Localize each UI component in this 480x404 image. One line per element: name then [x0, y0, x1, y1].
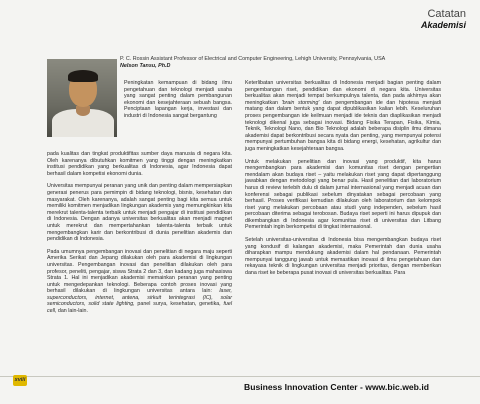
- body-paragraph-2: Universitas mempunyai peranan yang unik dan penting dalam mempersiapkan generasi penerus para pemimpin di bidang teknologi, bisnis, kesehatan dan masyarakat. Oleh karenanya, adalah sangat penting bagi kita semua untuk memiliki komitmen menjadikan lingkungan akademis yang memungkinkan kita merekrut talenta-talenta terbaik untuk menjadi pengajar di institusi pendidikan di Indonesia. Dengan adanya universitas berkualitas akan menjadi magnet untuk merekrut dan mempertahankan talenta-talenta terbaik untuk mengembangkan karir dan berkontribusi di dunia penelitian akademis dan pendidikan di Indonesia.: [47, 183, 232, 243]
- section-title: Catatan: [427, 8, 466, 20]
- left-column-body: [47, 151, 232, 321]
- rp1-text-b: dan pengembangan ide dan hipotesa menjadi matang dan dalam bentuk yang dapat dipublikasikan kalian lebih. Keseluruhan proses pengembangan ide keilmuan menjadi ide teknis dan diaplikasikan menjadi teknologi dikenal juga sebagai inovasi. Bidang Fisika Terapan, Fisika, Kimia, Teknik, Teknologi Nano, dan Bio Teknologi adalah beberapa disiplin ilmu dimana akademisi dapat berkontribusi secara nyata dan penting, yang mempunyai potensi mempunyai pertumbuhan bangsa kita di bidang energi, kesehatan, agrikultur dan juga meningkatkan kesejahteraan bangsa.: [245, 99, 442, 152]
- right-paragraph-2: Untuk melakukan penelitian dan inovasi yang produktif, kita harus mengembangkan para akademisi dan komunitas riset dengan pengertian mendalam akan budaya riset – yaitu melakukan riset yang dapat dipertanggung jawabkan dengan metodologi yang benar pula. Hasil penelitian dari laboratorium harus di review terlebih dulu di dalam jurnal internasional yang menjadi acuan dan konferensi sebagai publikasi sebelum dinyatakan sebagai percobaan yang berhasil. Proses verifikasi kemudian dilakukan oleh laboratorium dan kelompok riset yang melakukan percobaan atau studi yang independen, sebelum hasil percobaan diterima sebagai terobosan. Budaya riset seperti ini harus dipupuk dan dikembangkan di Indonesia agar komunitas riset di universitas dan Litbang Pemerintah ingin berkompetisi di tingkat internasional.: [245, 158, 441, 231]
- p3-emphasis-a: laser, superconductors, internet, antena, sirkuit terintegrasi (IC), solar semiconductors, solid state lighting,: [47, 288, 232, 308]
- author-photo: [47, 59, 117, 137]
- footer-text: Business Innovation Center - www.bic.web.id: [244, 382, 429, 392]
- left-column-intro: [124, 80, 232, 126]
- section-header: [421, 8, 466, 31]
- rp1-emphasis: 'brain storming': [281, 99, 320, 106]
- p3-text-c: , dan lain-lain.: [54, 308, 88, 315]
- body-paragraph-1: pada kualitas dan tingkat produktifitas sumber daya manusia di negara kita. Oleh karenanya dibutuhkan komitmen yang tinggi dengan meningkatkan institusi pendidikan yang berkualitas di Indonesia, agar Indonesia dapat berhasil dalam kompetisi ekonomi dunia.: [47, 151, 232, 177]
- right-paragraph-3: Setelah universitas-universitas di Indonesia bisa mengembangkan budaya riset yang kondusif di kalangan akademisi, maka Pemerintah dan dunia usaha diharapkan mampu mendukung akademisi dalam hal pendanaan. Pemerintah mempunyai tanggung jawab untuk memastikan inovasi di ilmu pengetahuan dan rekayasa teknik di lingkungan universitas menjadi prioritas, dengan memberikan dana riset ke beberapa pusat inovasi di universitas berkualitas. Para: [245, 237, 441, 277]
- footer-divider: [0, 376, 480, 377]
- author-affiliation: P. C. Rossin Assistant Professor of Electrical and Computer Engineering, Lehigh University, Pennsylvania, USA: [120, 56, 386, 62]
- author-name: Nelson Tansu, Ph.D: [120, 63, 171, 69]
- section-subtitle: Akademisi: [420, 20, 466, 30]
- body-paragraph-3: [47, 249, 232, 315]
- page-number-badge: xviii: [13, 375, 27, 386]
- p3-text-a: Pada umumnya pengembangan inovasi dan penelitian di negara maju seperti Amerika Serikat dan Jepang dilakukan oleh para akademisi di lingkungan universitas. Pengembangan inovasi dan penelitian dilakukan oleh para profesor, peneliti, pengajar, siswa Strata 2 dan 3, dan kadang juga mahasiswa Strata 1. Hal ini menjadikan akademisi memainkan peranan yang penting untuk mengedepankan teknologi. Beberapa contoh proses inovasi yang berhasil dilakukan di lingkungan universitas antara lain:: [47, 248, 232, 295]
- right-column: [245, 80, 441, 283]
- rp1-text-a: Keterlibatan universitas berkualitas di Indonesia menjadi bagian penting dalam pengembangan riset, pendidikan dan ekonomi di negara kita. Universitas berkualitas akan menjadi tempat berkumpulnya talenta, dan pada akhirnya akan meningkatkan: [245, 80, 441, 106]
- right-paragraph-1: [245, 80, 441, 153]
- p3-emphasis-b: fuel cell: [47, 301, 232, 315]
- intro-paragraph: Peningkatan kemampuan di bidang ilmu pengetahuan dan teknologi menjadi usaha yang sangat penting dalam pembangunan ekonomi dan kesejahteraan sebuah bangsa. Penciptaan lapangan kerja, investasi dan industri di Indonesia sangat bergantung: [124, 80, 232, 119]
- p3-text-b: panel surya, kesehatan, genetika,: [134, 301, 224, 308]
- author-caption: [120, 56, 450, 70]
